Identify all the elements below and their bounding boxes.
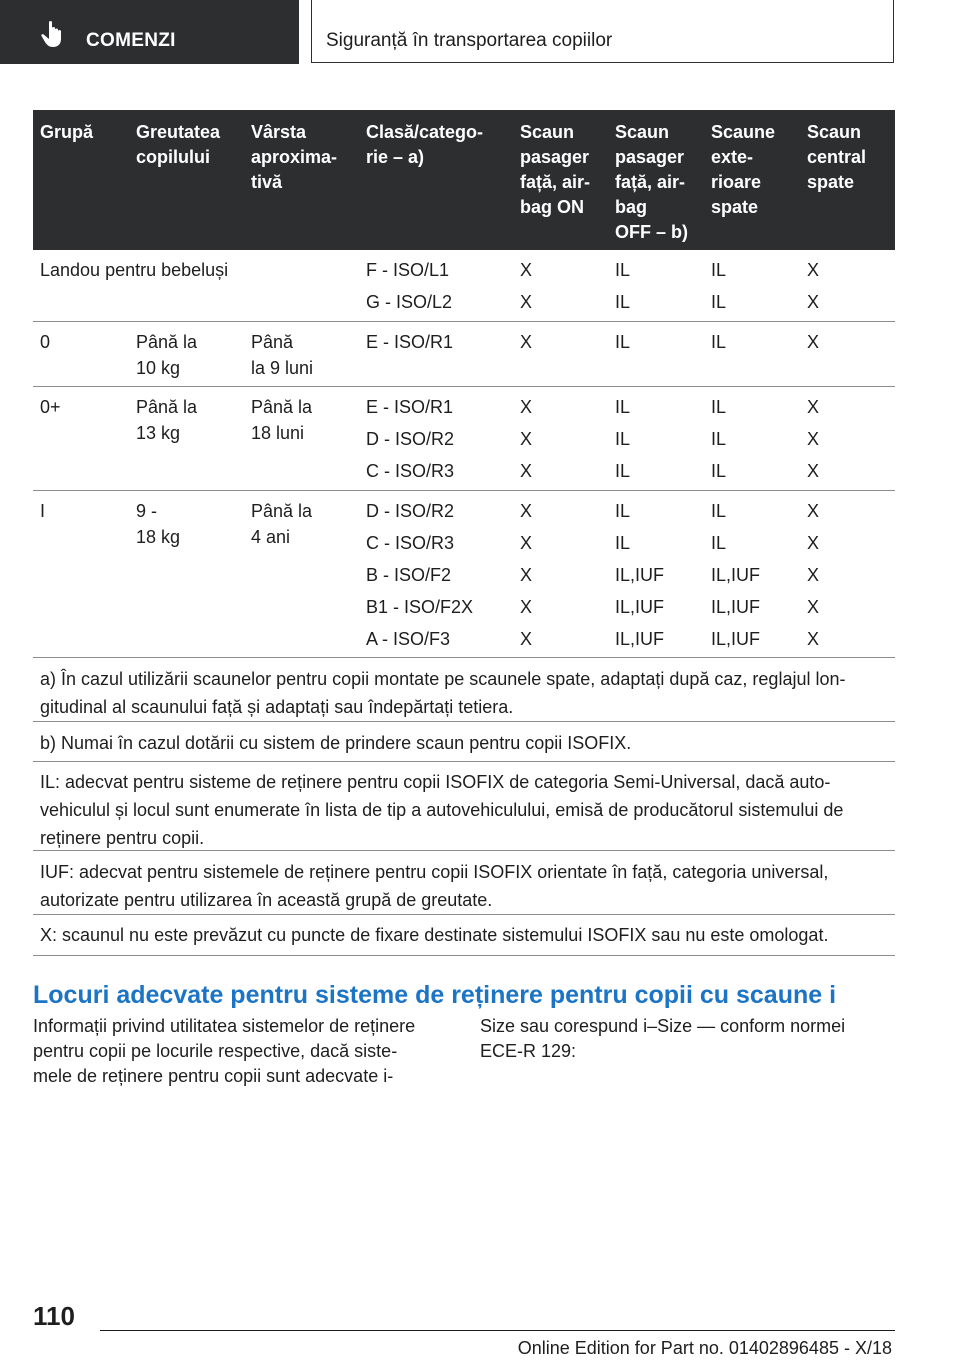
- table-note: X: scaunul nu este prevăzut cu puncte de fixare destinate sistemului ISOFIX sau nu este omologat.: [40, 925, 829, 945]
- note-divider: [33, 721, 895, 722]
- cell-airbag-off: IL: [615, 292, 631, 312]
- cell-group: I: [40, 501, 46, 521]
- section-tab-label: COMENZI: [86, 30, 176, 51]
- cell-class: F - ISO/L1: [366, 260, 450, 280]
- column-header: Scaune exte- rioare spate: [711, 122, 776, 217]
- chapter-title: Siguranță în transportarea copiilor: [326, 30, 613, 51]
- column-header: Scaun central spate: [807, 122, 867, 192]
- table-note: IUF: adecvat pentru sistemele de reținere pentru copii ISOFIX orientate în față, categoria universal, autorizate pentru utilizarea în această grupă de greutate.: [40, 862, 829, 910]
- cell-airbag-off: IL: [615, 397, 631, 417]
- row-divider: [33, 657, 895, 658]
- cell-airbag-on: X: [520, 397, 533, 417]
- cell-airbag-off: IL: [615, 429, 631, 449]
- cell-airbag-on: X: [520, 260, 533, 280]
- cell-class: B1 - ISO/F2X: [366, 597, 474, 617]
- cell-class: D - ISO/R2: [366, 429, 455, 449]
- cell-age: Până la 18 luni: [251, 397, 313, 443]
- cell-outer-rear: IL: [711, 292, 727, 312]
- cell-airbag-off: IL: [615, 461, 631, 481]
- cell-outer-rear: IL: [711, 260, 727, 280]
- cell-class: C - ISO/R3: [366, 461, 455, 481]
- table-note: a) În cazul utilizării scaunelor pentru copii montate pe scaunele spate, adaptați după caz, reglajul lon- gitudinal al scaunului față și adaptați sau îndepărtați tetiera.: [40, 669, 846, 717]
- cell-airbag-on: X: [520, 629, 533, 649]
- cell-outer-rear: IL: [711, 461, 727, 481]
- column-header: Grupă: [40, 122, 94, 142]
- cell-outer-rear: IL: [711, 397, 727, 417]
- cell-airbag-on: X: [520, 292, 533, 312]
- row-divider: [33, 386, 895, 387]
- cell-group: 0+: [40, 397, 61, 417]
- cell-outer-rear: IL: [711, 429, 727, 449]
- cell-airbag-off: IL: [615, 501, 631, 521]
- note-divider: [33, 850, 895, 851]
- cell-weight: Până la 10 kg: [136, 332, 198, 378]
- section-paragraph-left: Informații privind utilitatea sistemelor de reținere pentru copii pe locurile respective, dacă siste- mele de reținere pentru copii sunt adecvate i-: [33, 1016, 416, 1086]
- chapter-header: [311, 0, 894, 63]
- cell-age: Până la 4 ani: [251, 501, 313, 547]
- column-header: Vârsta aproxima- tivă: [251, 122, 338, 192]
- cell-outer-rear: IL,IUF: [711, 565, 761, 585]
- footer-divider: [100, 1330, 895, 1331]
- table-note: b) Numai în cazul dotării cu sistem de prindere scaun pentru copii ISOFIX.: [40, 733, 632, 753]
- cell-group: Landou pentru bebeluși: [40, 260, 229, 280]
- cell-group: 0: [40, 332, 51, 352]
- cell-class: E - ISO/R1: [366, 332, 454, 352]
- cell-class: D - ISO/R2: [366, 501, 455, 521]
- cell-airbag-on: X: [520, 461, 533, 481]
- cell-outer-rear: IL: [711, 501, 727, 521]
- page-number: 110: [33, 1301, 75, 1331]
- section-title: Locuri adecvate pentru sisteme de reținere pentru copii cu scaune i: [33, 981, 837, 1009]
- cell-airbag-on: X: [520, 501, 533, 521]
- cell-class: A - ISO/F3: [366, 629, 451, 649]
- cell-center-rear: X: [807, 461, 820, 481]
- hand-pointer-icon: [40, 20, 66, 48]
- cell-class: C - ISO/R3: [366, 533, 455, 553]
- cell-class: G - ISO/L2: [366, 292, 453, 312]
- column-header: Clasă/catego- rie – a): [366, 122, 484, 167]
- cell-outer-rear: IL,IUF: [711, 597, 761, 617]
- cell-center-rear: X: [807, 501, 820, 521]
- note-divider: [33, 914, 895, 915]
- cell-weight: Până la 13 kg: [136, 397, 198, 443]
- note-divider: [33, 955, 895, 956]
- row-divider: [33, 490, 895, 491]
- cell-age: Până la 9 luni: [251, 332, 314, 378]
- cell-outer-rear: IL: [711, 332, 727, 352]
- cell-airbag-on: X: [520, 533, 533, 553]
- cell-center-rear: X: [807, 565, 820, 585]
- cell-airbag-off: IL: [615, 332, 631, 352]
- cell-center-rear: X: [807, 292, 820, 312]
- cell-weight: 9 - 18 kg: [136, 501, 181, 547]
- footer-edition: Online Edition for Part no. 01402896485 - X/18: [517, 1338, 892, 1358]
- cell-airbag-on: X: [520, 565, 533, 585]
- row-divider: [33, 321, 895, 322]
- column-header: Greutatea copilului: [136, 122, 221, 167]
- cell-airbag-on: X: [520, 332, 533, 352]
- cell-airbag-off: IL: [615, 260, 631, 280]
- cell-airbag-off: IL,IUF: [615, 565, 665, 585]
- cell-airbag-on: X: [520, 597, 533, 617]
- column-header: Scaun pasager față, air- bag ON: [520, 122, 591, 217]
- cell-class: B - ISO/F2: [366, 565, 452, 585]
- cell-airbag-off: IL: [615, 533, 631, 553]
- cell-outer-rear: IL,IUF: [711, 629, 761, 649]
- cell-center-rear: X: [807, 597, 820, 617]
- cell-outer-rear: IL: [711, 533, 727, 553]
- cell-center-rear: X: [807, 260, 820, 280]
- cell-class: E - ISO/R1: [366, 397, 454, 417]
- table-header: [33, 110, 895, 250]
- column-header: Scaun pasager față, air- bag OFF – b): [615, 122, 688, 242]
- note-divider: [33, 761, 895, 762]
- cell-center-rear: X: [807, 429, 820, 449]
- section-tab[interactable]: [0, 0, 299, 64]
- cell-center-rear: X: [807, 397, 820, 417]
- section-paragraph-right: Size sau corespund i–Size — conform normei ECE-R 129:: [480, 1016, 846, 1061]
- cell-center-rear: X: [807, 629, 820, 649]
- cell-airbag-on: X: [520, 429, 533, 449]
- table-note: IL: adecvat pentru sisteme de reținere pentru copii ISOFIX de categoria Semi-Universal, dacă auto- vehiculul și locul sunt enumerate în lista de tip a autovehiculului, emisă de producătorul sistemului de reținere pentru copii.: [40, 772, 844, 848]
- cell-center-rear: X: [807, 533, 820, 553]
- cell-center-rear: X: [807, 332, 820, 352]
- cell-airbag-off: IL,IUF: [615, 597, 665, 617]
- cell-airbag-off: IL,IUF: [615, 629, 665, 649]
